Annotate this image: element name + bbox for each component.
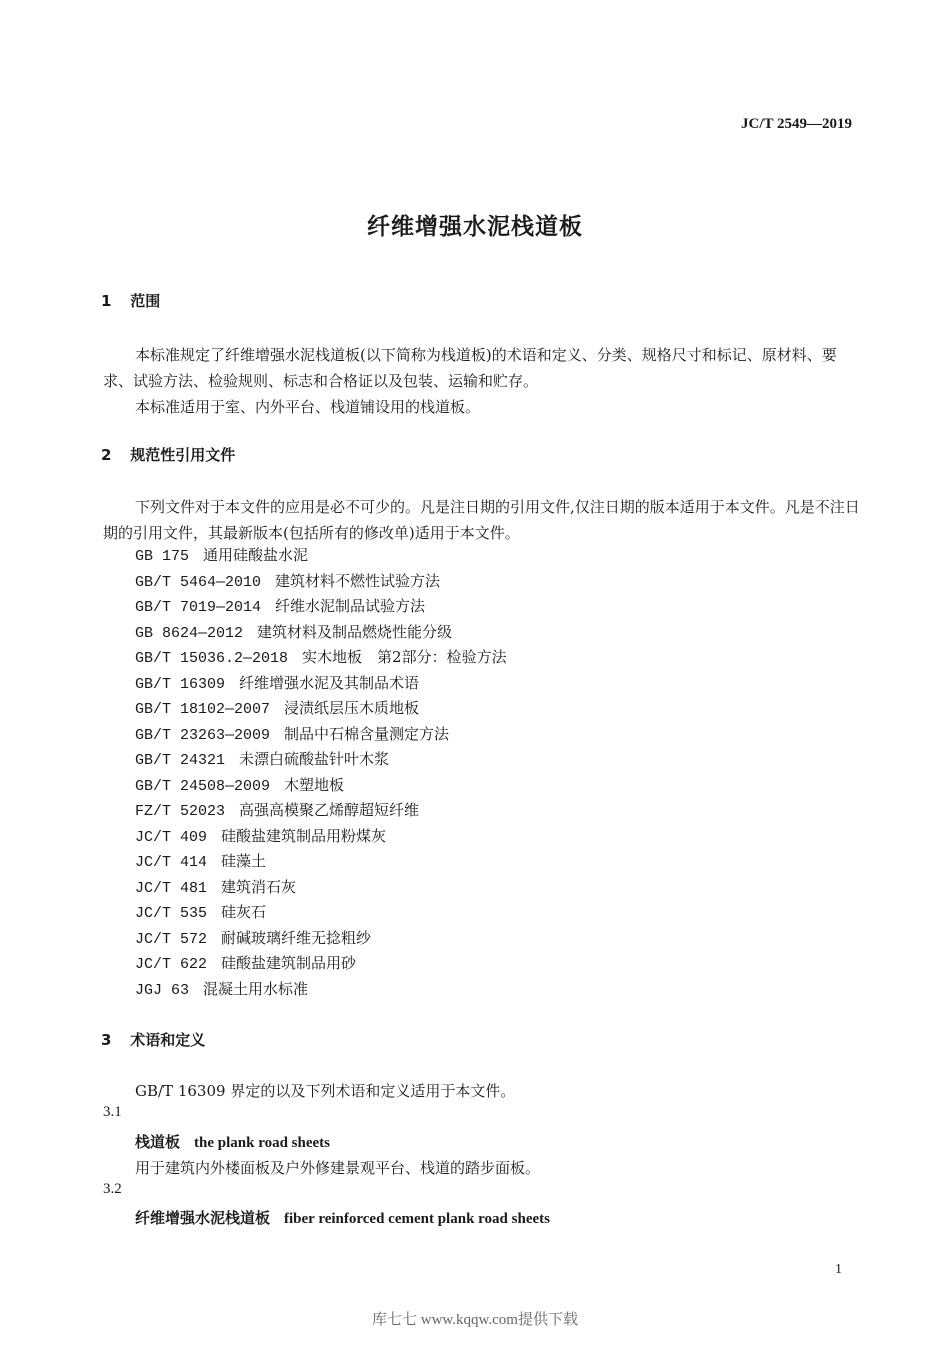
reference-code: JGJ 63 [135,981,190,999]
reference-title: 制品中石棉含量测定方法 [284,724,450,743]
section-title: 术语和定义 [130,1031,206,1049]
term-heading [135,1131,330,1152]
reference-item [135,620,507,646]
reference-title: 混凝土用水标准 [203,979,309,998]
page-number: 1 [835,1262,842,1277]
reference-title: 未漂白硫酸盐针叶木浆 [239,750,390,768]
term-english: fiber reinforced cement plank road sheets [284,1211,550,1227]
section-title: 规范性引用文件 [130,446,236,464]
reference-title: 硅灰石 [221,903,267,921]
reference-title: 木塑地板 [284,775,345,794]
reference-code: JC/T 409 [135,828,208,846]
reference-title: 纤维增强水泥及其制品术语 [239,673,420,692]
term-definition: 用于建筑内外楼面板及户外修建景观平台、栈道的踏步面板。 [135,1159,541,1177]
reference-code: JC/T 535 [135,905,208,922]
reference-item [135,594,507,620]
reference-item [135,645,507,671]
reference-title: 建筑材料不燃性试验方法 [275,571,441,590]
reference-item [135,696,507,722]
reference-title: 建筑材料及制品燃烧性能分级 [257,622,453,641]
reference-item [135,900,507,926]
reference-title: 高强高模聚乙烯醇超短纤维 [239,801,420,819]
term-chinese: 栈道板 [135,1133,181,1151]
reference-item [135,798,507,824]
terms-intro: GB/T 16309 界定的以及下列术语和定义适用于本文件。 [135,1082,516,1100]
reference-title: 硅藻土 [221,852,267,870]
reference-item [135,977,507,1003]
normative-references-intro: 下列文件对于本文件的应用是必不可少的。凡是注日期的引用文件,仅注日期的版本适用于本文件。凡是不注日期的引用文件，其最新版本(包括所有的修改单)适用于本文件。 [103,498,860,542]
scope-paragraph-2: 本标准适用于室、内外平台、栈道铺设用的栈道板。 [135,398,481,416]
term-number: 3.1 [103,1104,122,1120]
scope-paragraph-1: 本标准规定了纤维增强水泥栈道板(以下简称为栈道板)的术语和定义、分类、规格尺寸和标记、原材料、要求、试验方法、检验规则、标志和合格证以及包装、运输和贮存。 [103,346,837,390]
reference-item [135,569,507,595]
reference-code: GB 8624—2012 [135,624,244,642]
section-2-heading [101,444,235,465]
document-title: 纤维增强水泥栈道板 [367,214,583,240]
reference-list [135,543,507,1002]
reference-title: 建筑消石灰 [221,877,297,896]
reference-item [135,747,507,773]
reference-item [135,824,507,850]
section-number: 3 [101,1031,112,1049]
term-english: the plank road sheets [194,1135,331,1151]
standard-code: JC/T 2549—2019 [741,116,852,132]
section-title: 范围 [130,292,161,310]
reference-code: GB/T 7019—2014 [135,599,262,616]
reference-item [135,849,507,875]
reference-title: 纤维水泥制品试验方法 [275,597,426,615]
reference-code: JC/T 622 [135,956,208,973]
section-3-heading [101,1029,205,1050]
reference-item [135,671,507,697]
reference-title: 硅酸盐建筑制品用粉煤灰 [221,826,387,845]
section-1-heading [101,290,160,311]
reference-title: 硅酸盐建筑制品用砂 [221,954,357,972]
reference-item [135,543,507,569]
download-watermark: 库七七 www.kqqw.com提供下载 [372,1312,578,1328]
reference-code: GB 175 [135,548,190,565]
term-number: 3.2 [103,1181,122,1197]
reference-title: 浸渍纸层压木质地板 [284,699,420,717]
reference-title: 通用硅酸盐水泥 [203,546,309,564]
reference-code: JC/T 572 [135,930,208,948]
section-number: 2 [101,446,112,464]
reference-code: GB/T 23263—2009 [135,726,271,744]
reference-item [135,951,507,977]
section-number: 1 [101,292,112,310]
reference-code: GB/T 24508—2009 [135,777,271,795]
reference-code: GB/T 15036.2—2018 [135,650,289,667]
reference-item [135,875,507,901]
reference-code: FZ/T 52023 [135,803,226,820]
reference-code: GB/T 5464—2010 [135,573,262,591]
reference-code: JC/T 481 [135,879,208,897]
reference-item [135,722,507,748]
term-chinese: 纤维增强水泥栈道板 [135,1209,271,1227]
reference-item [135,773,507,799]
reference-code: GB/T 16309 [135,675,226,693]
reference-item [135,926,507,952]
reference-code: JC/T 414 [135,854,208,871]
reference-code: GB/T 24321 [135,752,226,769]
reference-title: 耐碱玻璃纤维无捻粗纱 [221,928,372,947]
reference-code: GB/T 18102—2007 [135,701,271,718]
reference-title: 实木地板 第2部分：检验方法 [302,648,507,666]
term-heading [135,1207,550,1228]
